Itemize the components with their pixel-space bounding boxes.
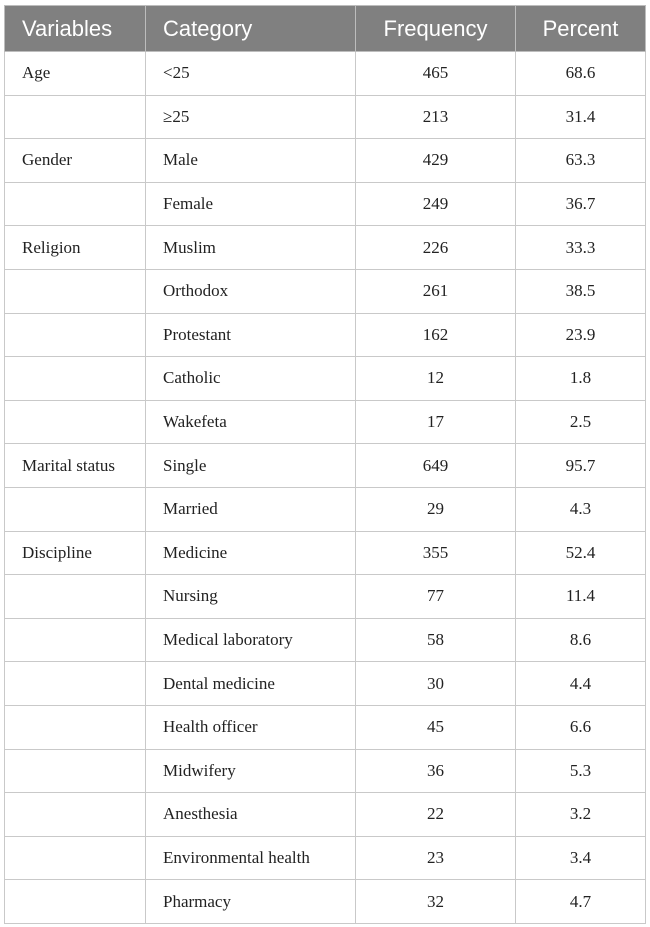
- table-row: [5, 139, 646, 183]
- cell-frequency: 162: [356, 313, 516, 357]
- cell-category: Health officer: [146, 705, 356, 749]
- cell-category: Medical laboratory: [146, 618, 356, 662]
- cell-variable: [5, 662, 146, 706]
- cell-variable: [5, 400, 146, 444]
- cell-variable: Gender: [5, 139, 146, 183]
- cell-frequency: 249: [356, 182, 516, 226]
- cell-frequency: 23: [356, 836, 516, 880]
- cell-frequency: 32: [356, 880, 516, 924]
- cell-percent: 4.4: [516, 662, 646, 706]
- table-row: [5, 662, 646, 706]
- header-variables: Variables: [5, 6, 146, 52]
- cell-frequency: 12: [356, 357, 516, 401]
- cell-percent: 63.3: [516, 139, 646, 183]
- table-row: [5, 793, 646, 837]
- header-frequency: Frequency: [356, 6, 516, 52]
- cell-percent: 68.6: [516, 52, 646, 96]
- cell-frequency: 355: [356, 531, 516, 575]
- table-row: [5, 400, 646, 444]
- cell-percent: 36.7: [516, 182, 646, 226]
- table-row: [5, 182, 646, 226]
- cell-category: Female: [146, 182, 356, 226]
- table-row: [5, 749, 646, 793]
- cell-category: Wakefeta: [146, 400, 356, 444]
- demographics-table: [4, 5, 646, 924]
- cell-percent: 6.6: [516, 705, 646, 749]
- table-row: [5, 705, 646, 749]
- cell-frequency: 36: [356, 749, 516, 793]
- cell-percent: 31.4: [516, 95, 646, 139]
- cell-frequency: 465: [356, 52, 516, 96]
- cell-variable: [5, 487, 146, 531]
- cell-category: Medicine: [146, 531, 356, 575]
- cell-category: Pharmacy: [146, 880, 356, 924]
- cell-percent: 3.2: [516, 793, 646, 837]
- cell-variable: [5, 182, 146, 226]
- table-body: [5, 52, 646, 924]
- data-table-container: [4, 5, 645, 924]
- cell-variable: [5, 880, 146, 924]
- cell-category: Anesthesia: [146, 793, 356, 837]
- cell-category: Single: [146, 444, 356, 488]
- table-header: [5, 6, 646, 52]
- cell-frequency: 29: [356, 487, 516, 531]
- cell-variable: [5, 793, 146, 837]
- cell-variable: [5, 313, 146, 357]
- cell-category: Environmental health: [146, 836, 356, 880]
- cell-category: Midwifery: [146, 749, 356, 793]
- cell-frequency: 17: [356, 400, 516, 444]
- cell-percent: 5.3: [516, 749, 646, 793]
- cell-percent: 33.3: [516, 226, 646, 270]
- cell-variable: Marital status: [5, 444, 146, 488]
- cell-frequency: 22: [356, 793, 516, 837]
- cell-frequency: 649: [356, 444, 516, 488]
- cell-percent: 8.6: [516, 618, 646, 662]
- cell-frequency: 77: [356, 575, 516, 619]
- cell-variable: [5, 269, 146, 313]
- cell-category: Catholic: [146, 357, 356, 401]
- cell-frequency: 226: [356, 226, 516, 270]
- cell-percent: 3.4: [516, 836, 646, 880]
- cell-category: Muslim: [146, 226, 356, 270]
- cell-percent: 11.4: [516, 575, 646, 619]
- cell-percent: 4.7: [516, 880, 646, 924]
- cell-frequency: 30: [356, 662, 516, 706]
- cell-category: Protestant: [146, 313, 356, 357]
- table-row: [5, 95, 646, 139]
- cell-frequency: 429: [356, 139, 516, 183]
- cell-variable: Religion: [5, 226, 146, 270]
- table-row: [5, 836, 646, 880]
- cell-frequency: 58: [356, 618, 516, 662]
- table-row: [5, 575, 646, 619]
- table-row: [5, 880, 646, 924]
- table-row: [5, 269, 646, 313]
- cell-variable: [5, 836, 146, 880]
- cell-percent: 23.9: [516, 313, 646, 357]
- table-row: [5, 226, 646, 270]
- cell-percent: 2.5: [516, 400, 646, 444]
- cell-variable: [5, 705, 146, 749]
- header-percent: Percent: [516, 6, 646, 52]
- table-row: [5, 531, 646, 575]
- cell-variable: [5, 95, 146, 139]
- cell-percent: 52.4: [516, 531, 646, 575]
- cell-percent: 38.5: [516, 269, 646, 313]
- table-row: [5, 357, 646, 401]
- table-row: [5, 313, 646, 357]
- cell-category: Male: [146, 139, 356, 183]
- cell-category: <25: [146, 52, 356, 96]
- cell-frequency: 213: [356, 95, 516, 139]
- cell-category: Dental medicine: [146, 662, 356, 706]
- cell-variable: [5, 575, 146, 619]
- cell-variable: [5, 618, 146, 662]
- table-row: [5, 444, 646, 488]
- cell-frequency: 261: [356, 269, 516, 313]
- cell-category: Married: [146, 487, 356, 531]
- cell-percent: 1.8: [516, 357, 646, 401]
- cell-category: ≥25: [146, 95, 356, 139]
- cell-category: Nursing: [146, 575, 356, 619]
- header-row: [5, 6, 646, 52]
- cell-category: Orthodox: [146, 269, 356, 313]
- cell-percent: 4.3: [516, 487, 646, 531]
- cell-percent: 95.7: [516, 444, 646, 488]
- cell-variable: Discipline: [5, 531, 146, 575]
- cell-frequency: 45: [356, 705, 516, 749]
- table-row: [5, 52, 646, 96]
- table-row: [5, 618, 646, 662]
- cell-variable: [5, 749, 146, 793]
- cell-variable: [5, 357, 146, 401]
- cell-variable: Age: [5, 52, 146, 96]
- table-row: [5, 487, 646, 531]
- header-category: Category: [146, 6, 356, 52]
